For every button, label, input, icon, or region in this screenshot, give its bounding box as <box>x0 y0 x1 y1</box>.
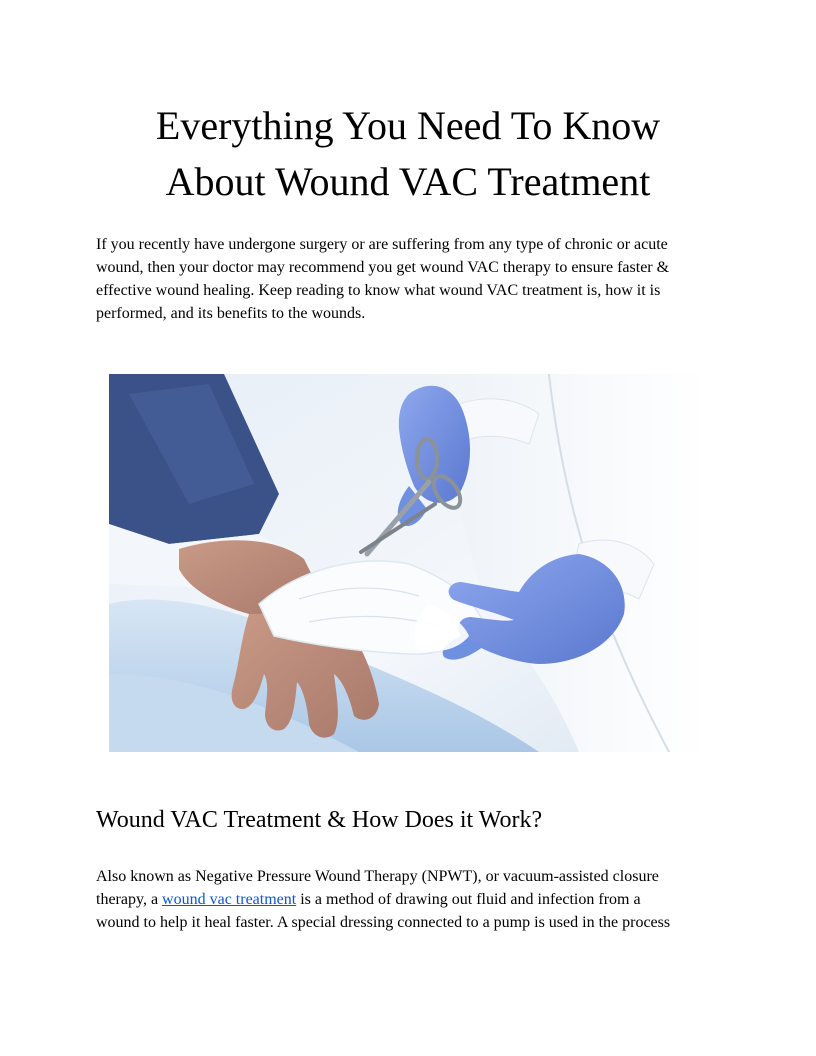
intro-line-3: effective wound healing. Keep reading to know what wound VAC treatment is, how it is <box>96 282 661 299</box>
section-line-2-start: therapy, a <box>96 891 163 908</box>
intro-paragraph <box>96 233 726 325</box>
section-line-3: wound to help it heal faster. A special dressing connected to a pump is used in the process <box>96 914 671 931</box>
page-title-line-2: About Wound VAC Treatment <box>165 159 651 204</box>
page-title-line-1: Everything You Need To Know <box>155 103 661 148</box>
wound-care-photo <box>109 374 707 752</box>
wound-vac-treatment-link[interactable]: wound vac treatment <box>162 891 297 908</box>
section-line-1: Also known as Negative Pressure Wound Therapy (NPWT), or vacuum-assisted closure <box>96 868 659 885</box>
intro-line-2: wound, then your doctor may recommend you get wound VAC therapy to ensure faster & <box>96 259 670 276</box>
page-title <box>96 98 720 210</box>
intro-line-4: performed, and its benefits to the wounds. <box>96 305 366 322</box>
section-line-2-end: is a method of drawing out fluid and infection from a <box>296 891 641 908</box>
section-line-2 <box>96 888 726 911</box>
section-heading: Wound VAC Treatment & How Does it Work? <box>96 807 543 833</box>
section-paragraph <box>96 865 726 934</box>
intro-line-1: If you recently have undergone surgery or are suffering from any type of chronic or acute <box>96 236 668 253</box>
wound-care-illustration <box>109 374 707 752</box>
